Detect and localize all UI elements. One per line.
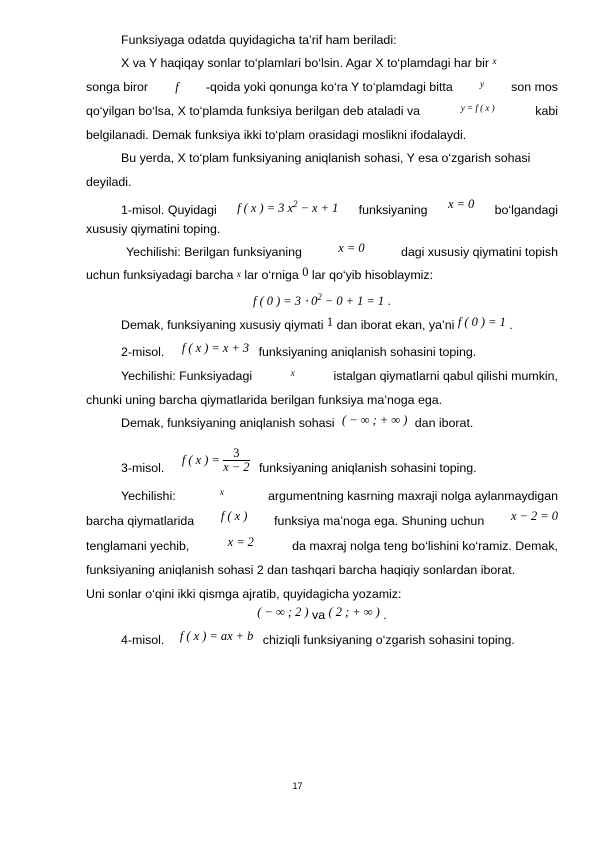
paragraph-definition-line3 [86, 104, 558, 119]
text: Demak, funksiyaning aniqlanish sohasi [121, 416, 335, 430]
text: funksiyaning aniqlanish sohasi 2 dan tashqari barcha haqiqiy sonlardan iborat. [86, 563, 516, 577]
solution-3-line4 [86, 563, 558, 578]
math-calc-exponent: 2 [317, 292, 322, 302]
math-zero: 0 [302, 265, 309, 279]
example-1-line1 [121, 197, 558, 222]
math-interval-right: ( 2 ; + ∞ ) [328, 605, 380, 619]
solution-3-line3 [86, 535, 558, 554]
solution-1-line1 [126, 241, 558, 260]
math-x: x [236, 269, 241, 279]
text: son mos [511, 80, 558, 94]
math-x: x [492, 56, 497, 66]
example-1-line2 [86, 222, 558, 237]
math-one: 1 [326, 315, 334, 329]
text: 1-misol. Quyidagi [121, 203, 217, 217]
text: uchun funksiyadagi barcha [86, 268, 234, 282]
text: belgilanadi. Demak funksiya ikki to‘plam orasidagi moslikni ifodalaydi. [86, 128, 467, 142]
period: . [509, 318, 513, 332]
paragraph-definition-line4 [86, 128, 558, 143]
text: deyiladi. [86, 175, 132, 189]
period: . [383, 608, 387, 622]
text: da maxraj nolga teng bo‘lishini ko‘ramiz. Demak, [292, 539, 558, 553]
text: qo‘yilgan bo‘lsa, X to‘plamda funksiya berilgan deb ataladi va [86, 104, 421, 118]
math-f3-fraction [223, 447, 249, 474]
text: funksiya ma’noga ega. Shuning uchun [274, 514, 485, 528]
paragraph-domain-line2 [86, 175, 558, 190]
text: songa biror [86, 80, 148, 94]
math-x-equals-0: x = 0 [338, 241, 365, 255]
solution-3-line2 [86, 509, 558, 529]
math-x-equals-2: x = 2 [227, 535, 254, 549]
math-f1-tail: − x + 1 [297, 201, 339, 216]
text: argumentning kasrning maxraji nolga aylanmaydigan [268, 489, 558, 503]
text: dagi xususiy qiymatini topish [400, 245, 558, 259]
text: bo‘lgandagi [494, 203, 558, 217]
math-f1 [237, 197, 338, 216]
math-f2: f ( x ) = x + 3 [181, 341, 250, 355]
page-number: 17 [292, 781, 303, 791]
text: barcha qiymatlarida [86, 514, 195, 528]
text: dan iborat. [414, 416, 474, 430]
text: 2-misol. [121, 345, 165, 359]
solution-3-line1 [121, 489, 558, 504]
math-x-minus-2-equals-0: x − 2 = 0 [510, 509, 558, 523]
fraction-numerator: 3 [223, 447, 249, 461]
text: Yechilishi: Berilgan funksiyaning [126, 245, 302, 259]
text: funksiyaning aniqlanish sohasini toping. [258, 345, 477, 359]
text: Funksiyaga odatda quyidagicha ta’rif ham beriladi: [121, 33, 397, 47]
solution-2-line2 [86, 393, 558, 408]
math-f4: f ( x ) = ax + b [179, 629, 254, 643]
text: Yechilishi: Funksiyadagi [121, 369, 253, 383]
math-f3 [181, 446, 253, 475]
math-x-equals-0: x = 0 [447, 197, 475, 211]
text: lar o‘rniga [244, 268, 299, 282]
math-y: y [479, 79, 484, 89]
paragraph-definition-line1 [121, 56, 558, 72]
paragraph-domain-line1 [121, 151, 558, 166]
text: tenglamani yechib, [86, 539, 190, 553]
text: xususiy qiymatini toping. [86, 222, 221, 236]
math-x: x [219, 487, 224, 497]
fraction-denominator: x − 2 [223, 460, 250, 475]
math-f: f [175, 80, 179, 94]
solution-3-line5 [86, 587, 558, 602]
text: istalgan qiymatlarni qabul qilishi mumkin, [333, 369, 558, 383]
text: 3-misol. [121, 461, 165, 475]
math-f0-equals-1: f ( 0 ) = 1 [457, 315, 506, 329]
text: 4-misol. [121, 633, 165, 647]
paragraph-definition-line2 [86, 80, 558, 95]
solution-2-line1 [121, 369, 558, 384]
solution-1-line2 [86, 265, 558, 284]
text: lar qo‘yib hisoblaymiz: [311, 268, 434, 282]
example-3 [121, 443, 558, 477]
calculation-f0 [86, 290, 558, 309]
result-1 [121, 315, 558, 333]
paragraph-definition-intro [121, 33, 558, 48]
math-f3-lhs: f ( x ) = [181, 453, 220, 467]
example-2 [121, 341, 558, 360]
text: Yechilishi: [121, 489, 176, 503]
text: chunki uning barcha qiymatlarida berilgan funksiya ma’noga ega. [86, 393, 443, 407]
text: chiziqli funksiyaning o‘zgarish sohasini toping. [262, 633, 515, 647]
math-f1-exponent: 2 [292, 199, 298, 209]
text: Uni sonlar o‘qini ikki qismga ajratib, quyidagicha yozamiz: [86, 587, 402, 601]
text: Demak, funksiyaning xususiy qiymati [121, 318, 324, 332]
math-domain-interval: ( − ∞ ; + ∞ ) [341, 413, 408, 427]
math-f-x: f ( x ) [220, 509, 248, 523]
math-x: x [290, 368, 295, 378]
math-calculation [253, 294, 384, 308]
text: funksiyaning [358, 203, 428, 217]
text: va [312, 608, 326, 622]
text: kabi [535, 104, 558, 118]
text: dan iborat ekan, ya’ni [336, 318, 455, 332]
domain-intervals [86, 605, 558, 623]
period: . [387, 294, 391, 309]
math-f1-text: f ( x ) = 3 x [237, 201, 293, 216]
result-2 [121, 413, 558, 431]
math-calc-text: f ( 0 ) = 3 ⋅ 0 [253, 294, 318, 309]
math-interval-left: ( − ∞ ; 2 ) [257, 605, 309, 619]
text: Bu yerda, X to‘plam funksiyaning aniqlanish sohasi, Y esa o‘zgarish sohasi [121, 151, 531, 165]
text: -qoida yoki qonunga ko‘ra Y to‘plamdagi bitta [205, 80, 453, 94]
text: funksiyaning aniqlanish sohasini toping. [258, 461, 477, 475]
math-y-equals-f-x: y = f ( x ) [460, 103, 495, 113]
example-4 [121, 629, 558, 648]
math-calc-tail: − 0 + 1 = 1 [321, 294, 385, 309]
text: X va Y haqiqay sonlar to‘plamlari bo‘lsin. Agar X to‘plamdagi har bir [121, 56, 490, 70]
